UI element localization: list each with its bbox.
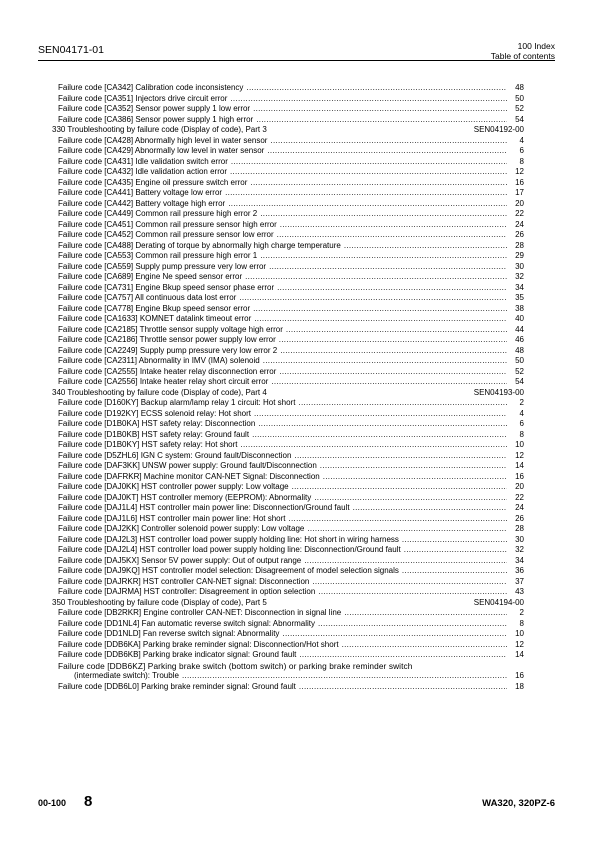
dot-leader — [250, 178, 507, 189]
toc-entry-title: Failure code [DAFRKR] Machine monitor CAN-NET Signal: Disconnection — [58, 471, 320, 481]
toc-page-number: 43 — [515, 587, 524, 596]
toc-entry-title: Failure code [CA352] Sensor power supply 1 low error — [58, 104, 251, 113]
toc-section-ref: SEN04194-00 — [473, 597, 524, 607]
toc-page-number: 14 — [515, 461, 524, 470]
toc-page-number: 40 — [515, 314, 524, 323]
toc-entry-title: Failure code [DAJ5KX] Sensor 5V power supply: Out of output range — [58, 555, 302, 565]
dot-leader — [280, 220, 507, 231]
toc-entry[interactable] — [58, 524, 524, 535]
toc-section-title: 340 Troubleshooting by failure code (Display of code), Part 4 — [52, 387, 267, 397]
toc-entry-title: Failure code [DD1NLD] Fan reverse switch signal: Abnormality — [58, 629, 280, 638]
toc-entry-title: Failure code [CA386] Sensor power supply 1 high error — [58, 114, 254, 124]
toc-page-number: 34 — [515, 282, 524, 292]
toc-entry-title: Failure code [DDB6KZ] Parking brake switch (bottom switch) or parking brake reminder switch — [58, 660, 413, 671]
toc-page-number: 20 — [515, 198, 524, 208]
dot-leader — [298, 398, 507, 409]
toc-entry-title: Failure code [D160KY] Backup alarm/lamp relay 1 circuit: Hot short — [58, 398, 296, 407]
toc-entry[interactable] — [58, 115, 524, 126]
toc-entry-title: Failure code [CA429] Abnormally low level in water sensor — [58, 146, 265, 155]
toc-page-number: 8 — [519, 618, 524, 628]
toc-entry[interactable] — [58, 94, 524, 105]
toc-page-number: 48 — [515, 83, 524, 92]
toc-page-number: 24 — [515, 219, 524, 229]
toc-page-number: 2 — [519, 608, 524, 617]
toc-entry-title: Failure code [DAJ0KK] HST controller power supply: Low voltage — [58, 482, 289, 491]
toc-page-number: 35 — [515, 293, 524, 302]
footer-page-number: 8 — [84, 793, 93, 810]
dot-leader — [299, 682, 507, 693]
toc-page-number: 28 — [515, 240, 524, 250]
toc-entry[interactable] — [58, 430, 524, 441]
toc-entry[interactable] — [58, 209, 524, 220]
section-title: 100 Index — [517, 41, 555, 51]
dot-leader — [258, 419, 507, 430]
toc-page-number: 16 — [515, 177, 524, 187]
toc-entry[interactable] — [58, 251, 524, 262]
toc-entry[interactable] — [58, 682, 524, 693]
toc-entry[interactable] — [58, 514, 524, 525]
toc-entry-title: Failure code [CA488] Derating of torque by abnormally high charge temperature — [58, 240, 341, 250]
toc-page-number: 14 — [515, 650, 524, 659]
dot-leader — [245, 272, 507, 283]
dot-leader — [231, 157, 507, 168]
dot-leader — [182, 671, 507, 682]
dot-leader — [260, 209, 507, 220]
toc-entry-title: Failure code [CA778] Engine Bkup speed sensor error — [58, 303, 251, 313]
toc-entry-title: Failure code [CA2185] Throttle sensor supply voltage high error — [58, 324, 283, 334]
toc-entry[interactable] — [58, 577, 524, 588]
dot-leader — [323, 472, 507, 483]
dot-leader — [228, 199, 507, 210]
toc-page-number: 6 — [519, 146, 524, 155]
dot-leader — [289, 514, 507, 525]
toc-entry[interactable] — [58, 493, 524, 504]
dot-leader — [344, 241, 507, 252]
toc-entry[interactable] — [58, 241, 524, 252]
toc-entry-title: Failure code [DAJ2L3] HST controller load power supply holding line: Hot short in wiring harness — [58, 534, 399, 544]
toc-entry[interactable] — [58, 199, 524, 210]
dot-leader — [256, 115, 507, 126]
toc-entry-title: Failure code [DAF3KK] UNSW power supply: Ground fault/Disconnection — [58, 461, 317, 470]
toc-entry-title: Failure code [CA2249] Supply pump pressure very low error 2 — [58, 345, 278, 355]
dot-leader — [269, 262, 507, 273]
toc-entry-title: Failure code [D5ZHL6] IGN C system: Ground fault/Disconnection — [58, 450, 292, 460]
dot-leader — [277, 283, 507, 294]
toc-entry-title: Failure code [CA2186] Throttle sensor power supply low error — [58, 335, 276, 344]
toc-section-heading[interactable] — [52, 125, 524, 136]
toc-page-number: 54 — [515, 114, 524, 124]
dot-leader — [230, 167, 507, 178]
toc-page-number: 8 — [519, 429, 524, 439]
toc-entry[interactable] — [58, 451, 524, 462]
toc-page-number: 46 — [515, 335, 524, 344]
toc-entry-title: Failure code [CA428] Abnormally high level in water sensor — [58, 135, 268, 145]
toc-entry[interactable] — [58, 356, 524, 367]
toc-page-number: 52 — [515, 104, 524, 113]
toc-entry[interactable] — [58, 188, 524, 199]
toc-page-number: 12 — [515, 167, 524, 176]
toc-entry[interactable] — [58, 650, 524, 661]
toc-entry[interactable] — [58, 230, 524, 241]
toc-page-number: 29 — [515, 251, 524, 260]
toc-page-number: 24 — [515, 503, 524, 512]
dot-leader — [279, 335, 507, 346]
toc-entry-title: Failure code [CA689] Engine Ne speed sensor error — [58, 272, 243, 281]
toc-page-number: 28 — [515, 524, 524, 533]
toc-entry-title: Failure code [D1B0KB] HST safety relay: Ground fault — [58, 429, 250, 439]
toc-entry[interactable] — [58, 629, 524, 640]
toc-section-ref: SEN04193-00 — [473, 387, 524, 397]
toc-page-number: 54 — [515, 377, 524, 386]
toc-entry-title: Failure code [DAJ9KQ] HST controller model selection: Disagreement of model selection signals — [58, 566, 399, 575]
dot-leader — [260, 251, 507, 262]
toc-entry[interactable] — [58, 262, 524, 273]
toc-entry[interactable] — [58, 157, 524, 168]
dot-leader — [271, 377, 507, 388]
dot-leader — [240, 440, 507, 451]
toc-entry-title: Failure code [DAJ0KT] HST controller memory (EEPROM): Abnormality — [58, 492, 312, 502]
toc-entry-title: Failure code [DD1NL4] Fan automatic reverse switch signal: Abnormality — [58, 618, 315, 628]
toc-entry[interactable] — [58, 409, 524, 420]
toc-entry-title: Failure code [DAJ1L6] HST controller main power line: Hot short — [58, 513, 286, 523]
footer-model: WA320, 320PZ-6 — [482, 798, 555, 809]
toc-entry[interactable] — [58, 335, 524, 346]
toc-page-number: 12 — [515, 450, 524, 460]
toc-section-title: 330 Troubleshooting by failure code (Display of code), Part 3 — [52, 125, 267, 134]
dot-leader — [280, 346, 507, 357]
toc-entry[interactable] — [58, 178, 524, 189]
toc-page-number: 22 — [515, 492, 524, 502]
dot-leader — [402, 566, 507, 577]
toc-entry-title: Failure code [CA451] Common rail pressure sensor high error — [58, 219, 277, 229]
table-of-contents — [52, 83, 524, 692]
toc-page-number: 26 — [515, 230, 524, 239]
toc-page-number: 18 — [515, 681, 524, 691]
toc-entry-title-cont: (intermediate switch): Trouble — [74, 671, 179, 680]
subsection-title: Table of contents — [490, 51, 555, 61]
toc-entry[interactable] — [58, 272, 524, 283]
toc-page-number: 4 — [519, 135, 524, 145]
toc-entry-title: Failure code [CA342] Calibration code inconsistency — [58, 83, 244, 92]
toc-page-number: 52 — [515, 366, 524, 376]
dot-leader — [299, 650, 507, 661]
toc-entry[interactable] — [58, 461, 524, 472]
toc-entry[interactable] — [58, 398, 524, 409]
toc-entry[interactable] — [58, 220, 524, 231]
dot-leader — [318, 619, 507, 630]
dot-leader — [320, 461, 507, 472]
dot-leader — [277, 230, 507, 241]
toc-entry[interactable] — [58, 293, 524, 304]
toc-entry[interactable] — [58, 587, 524, 598]
toc-entry-title: Failure code [DB2RKR] Engine controller CAN-NET: Disconnection in signal line — [58, 608, 342, 617]
toc-entry-title: Failure code [DDB6KA] Parking brake reminder signal: Disconnection/Hot short — [58, 639, 339, 649]
dot-leader — [279, 367, 507, 378]
toc-entry-title: Failure code [CA1633] KOMNET datalink timeout error — [58, 314, 252, 323]
toc-page-number: 48 — [515, 345, 524, 355]
toc-page-number: 50 — [515, 356, 524, 365]
dot-leader — [404, 545, 507, 556]
toc-section-title: 350 Troubleshooting by failure code (Display of code), Part 5 — [52, 597, 267, 607]
dot-leader — [253, 304, 507, 315]
toc-entry-title: Failure code [DDB6L0] Parking brake reminder signal: Ground fault — [58, 681, 296, 691]
toc-entry[interactable] — [58, 167, 524, 178]
toc-section-ref: SEN04192-00 — [473, 125, 524, 134]
toc-page-number: 32 — [515, 272, 524, 281]
dot-leader — [254, 314, 507, 325]
toc-page-number: 16 — [515, 671, 524, 680]
dot-leader — [342, 640, 507, 651]
toc-page-number: 30 — [515, 261, 524, 271]
toc-entry[interactable] — [58, 314, 524, 325]
dot-leader — [282, 629, 507, 640]
toc-entry-title: Failure code [D1B0KY] HST safety relay: Hot short — [58, 440, 238, 449]
toc-page-number: 36 — [515, 566, 524, 575]
dot-leader — [312, 577, 507, 588]
toc-entry-title: Failure code [CA559] Supply pump pressure very low error — [58, 261, 267, 271]
toc-entry-title: Failure code [DAJ2L4] HST controller load power supply holding line: Disconnection/Ground fault — [58, 545, 401, 554]
toc-entry[interactable] — [58, 661, 524, 682]
toc-section-heading[interactable] — [52, 598, 524, 609]
toc-entry[interactable] — [58, 419, 524, 430]
dot-leader — [263, 356, 507, 367]
toc-entry-title: Failure code [DDB6KB] Parking brake indicator signal: Ground fault — [58, 650, 297, 659]
toc-section-heading[interactable] — [52, 388, 524, 399]
toc-page-number: 32 — [515, 545, 524, 554]
toc-entry-title: Failure code [CA442] Battery voltage high error — [58, 198, 226, 208]
dot-leader — [252, 430, 507, 441]
toc-entry-title: Failure code [CA432] Idle validation action error — [58, 167, 227, 176]
toc-entry[interactable] — [58, 83, 524, 94]
toc-entry[interactable] — [58, 367, 524, 378]
dot-leader — [225, 188, 507, 199]
toc-page-number: 4 — [519, 408, 524, 418]
toc-entry-title: Failure code [CA553] Common rail pressure high error 1 — [58, 251, 258, 260]
toc-entry[interactable] — [58, 325, 524, 336]
header-divider — [38, 60, 555, 61]
toc-entry[interactable] — [58, 283, 524, 294]
dot-leader — [267, 146, 507, 157]
toc-entry[interactable] — [58, 619, 524, 630]
toc-page-number: 22 — [515, 209, 524, 218]
toc-page-number: 44 — [515, 324, 524, 334]
toc-page-number: 8 — [519, 156, 524, 166]
dot-leader — [239, 293, 507, 304]
toc-entry[interactable] — [58, 640, 524, 651]
toc-entry-title: Failure code [D1B0KA] HST safety relay: Disconnection — [58, 419, 256, 428]
dot-leader — [318, 587, 507, 598]
dot-leader — [314, 493, 507, 504]
toc-entry-title: Failure code [CA441] Battery voltage low error — [58, 188, 223, 197]
toc-entry-title: Failure code [DAJRKR] HST controller CAN-NET signal: Disconnection — [58, 576, 310, 586]
toc-entry-title: Failure code [CA2555] Intake heater relay disconnection error — [58, 366, 277, 376]
toc-entry-title: Failure code [DAJRMA] HST controller: Disagreement in option selection — [58, 587, 316, 596]
toc-entry[interactable] — [58, 146, 524, 157]
toc-entry-title: Failure code [CA2311] Abnormality in IMV (IMA) solenoid — [58, 356, 260, 365]
dot-leader — [294, 451, 507, 462]
toc-page-number: 26 — [515, 513, 524, 523]
toc-entry[interactable] — [58, 545, 524, 556]
toc-entry-continuation — [58, 671, 524, 682]
toc-entry[interactable] — [58, 377, 524, 388]
toc-entry-title: Failure code [DAJ2KK] Controller solenoid power supply: Low voltage — [58, 524, 305, 533]
toc-page-number: 12 — [515, 639, 524, 649]
dot-leader — [253, 104, 507, 115]
toc-page-number: 34 — [515, 555, 524, 565]
toc-entry-title: Failure code [CA351] Injectors drive circuit error — [58, 93, 228, 103]
section-heading — [491, 41, 555, 61]
dot-leader — [254, 409, 507, 420]
dot-leader — [304, 556, 507, 567]
toc-entry[interactable] — [58, 535, 524, 546]
footer-code: 00-100 — [38, 798, 67, 808]
toc-page-number: 50 — [515, 93, 524, 103]
toc-entry[interactable] — [58, 608, 524, 619]
toc-entry-title: Failure code [CA757] All continuous data lost error — [58, 293, 237, 302]
toc-page-number: 10 — [515, 629, 524, 638]
dot-leader — [344, 608, 507, 619]
dot-leader — [307, 524, 507, 535]
toc-entry-title: Failure code [CA452] Common rail pressure sensor low error — [58, 230, 274, 239]
toc-page-number: 37 — [515, 576, 524, 586]
toc-entry-title: Failure code [DAJ1L4] HST controller main power line: Disconnection/Ground fault — [58, 503, 350, 512]
toc-page-number: 2 — [519, 398, 524, 407]
toc-entry[interactable] — [58, 346, 524, 357]
toc-page-number: 30 — [515, 534, 524, 544]
toc-entry-title: Failure code [CA435] Engine oil pressure switch error — [58, 177, 248, 187]
dot-leader — [246, 83, 507, 94]
toc-entry[interactable] — [58, 136, 524, 147]
document-id: SEN04171-01 — [38, 44, 104, 56]
toc-page-number: 20 — [515, 482, 524, 491]
toc-page-number: 10 — [515, 440, 524, 449]
toc-entry[interactable] — [58, 556, 524, 567]
toc-entry[interactable] — [58, 472, 524, 483]
dot-leader — [230, 94, 507, 105]
dot-leader — [286, 325, 507, 336]
toc-entry-title: Failure code [CA431] Idle validation switch error — [58, 156, 228, 166]
toc-entry-title: Failure code [D192KY] ECSS solenoid relay: Hot short — [58, 408, 251, 418]
toc-entry-title: Failure code [CA731] Engine Bkup speed sensor phase error — [58, 282, 275, 292]
toc-entry-title: Failure code [CA2556] Intake heater relay short circuit error — [58, 377, 269, 386]
dot-leader — [292, 482, 507, 493]
toc-page-number: 6 — [519, 419, 524, 428]
toc-entry-title: Failure code [CA449] Common rail pressure high error 2 — [58, 209, 258, 218]
dot-leader — [402, 535, 507, 546]
toc-entry[interactable] — [58, 566, 524, 577]
toc-page-number: 38 — [515, 303, 524, 313]
toc-page-number: 17 — [515, 188, 524, 197]
toc-entry[interactable] — [58, 304, 524, 315]
dot-leader — [270, 136, 507, 147]
dot-leader — [353, 503, 507, 514]
toc-entry[interactable] — [58, 440, 524, 451]
toc-entry[interactable] — [58, 104, 524, 115]
toc-page-number: 16 — [515, 471, 524, 481]
toc-entry[interactable] — [58, 503, 524, 514]
toc-entry[interactable] — [58, 482, 524, 493]
